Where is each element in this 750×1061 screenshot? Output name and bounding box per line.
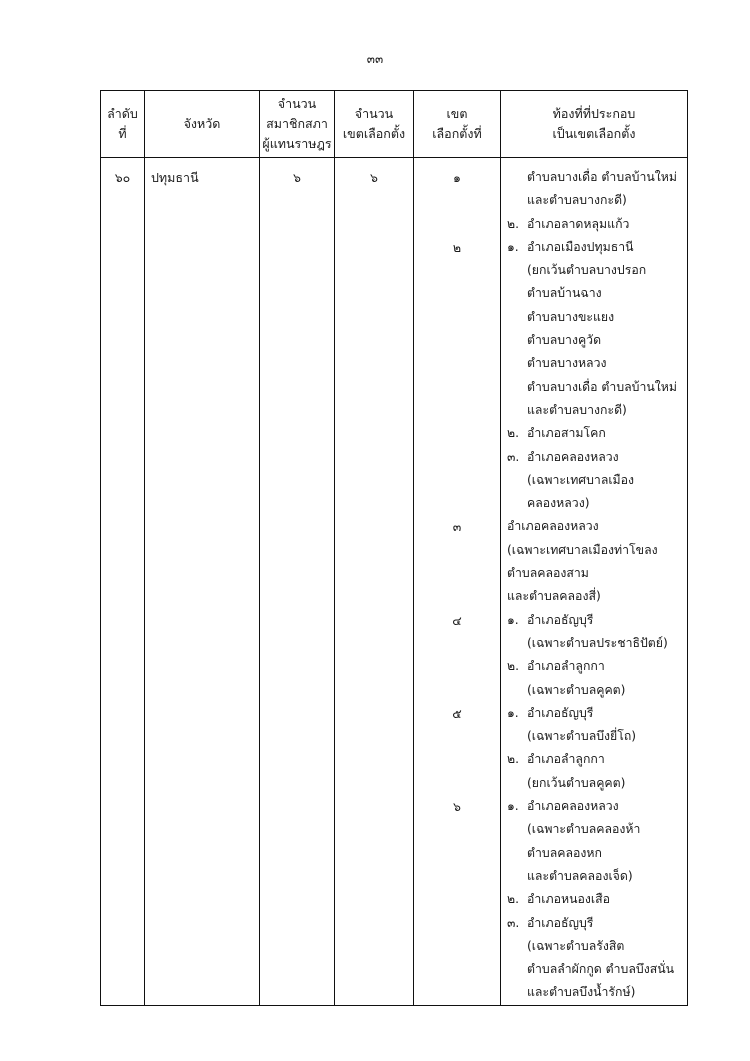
district-number: ๕ xyxy=(452,705,462,721)
locality-line xyxy=(501,213,687,236)
district-number xyxy=(414,446,500,469)
locality-line xyxy=(501,912,687,935)
district-number xyxy=(414,912,500,935)
header-province xyxy=(145,91,260,158)
locality-line xyxy=(501,842,687,865)
district-number xyxy=(414,842,500,865)
district-number xyxy=(414,213,500,236)
province-value: ปทุมธานี xyxy=(151,170,199,185)
members-value: ๖ xyxy=(293,170,301,185)
locality-text: อำเภอเมืองปทุมธานี xyxy=(527,239,634,254)
locality-line xyxy=(501,702,687,725)
header-members xyxy=(260,91,335,158)
header-label: ท้องที่ที่ประกอบ xyxy=(552,106,636,121)
locality-text: (เฉพาะตำบลคูคต) xyxy=(527,682,626,697)
district-number xyxy=(414,352,500,375)
locality-text: ตำบลบ้านฉาง xyxy=(527,286,602,301)
locality-cell xyxy=(501,158,688,1006)
locality-text: และตำบลบึงน้ำรักษ์) xyxy=(527,985,636,1000)
locality-line xyxy=(501,352,687,375)
header-label: เป็นเขตเลือกตั้ง xyxy=(552,126,636,141)
district-number: ๑ xyxy=(453,170,461,185)
locality-line xyxy=(501,515,687,538)
header-label: เลือกตั้งที่ xyxy=(432,126,482,141)
district-number xyxy=(414,189,500,212)
locality-text: และตำบลบางกะดี) xyxy=(527,193,627,208)
item-number: ๑. xyxy=(507,705,519,720)
item-number: ๓. xyxy=(507,449,520,464)
locality-text: (เฉพาะตำบลคลองห้า xyxy=(527,822,641,837)
header-locality xyxy=(501,91,688,158)
item-number: ๒. xyxy=(507,892,520,907)
district-number xyxy=(414,562,500,585)
header-label: ผู้แทนราษฎร xyxy=(262,136,332,151)
district-number xyxy=(414,748,500,771)
header-row xyxy=(101,91,688,158)
locality-line xyxy=(501,795,687,818)
locality-line xyxy=(501,958,687,981)
locality-text: คลองหลวง) xyxy=(527,496,590,511)
locality-text: อำเภอธัญบุรี xyxy=(527,705,594,720)
locality-line xyxy=(501,772,687,795)
locality-line xyxy=(501,306,687,329)
locality-line xyxy=(501,539,687,562)
locality-line xyxy=(501,609,687,632)
district-number xyxy=(414,539,500,562)
districts-count-value: ๖ xyxy=(370,170,378,185)
locality-line xyxy=(501,469,687,492)
district-number xyxy=(414,818,500,841)
locality-text: (เฉพาะตำบลประชาธิปัตย์) xyxy=(527,635,668,650)
order-value: ๖๐ xyxy=(114,170,131,185)
locality-text: ตำบลลำผักกูด ตำบลบึงสนั่น xyxy=(527,962,675,977)
district-number-cell xyxy=(414,158,501,1006)
locality-line xyxy=(501,236,687,259)
locality-text: ตำบลบางคูวัด xyxy=(527,333,602,348)
locality-line xyxy=(501,655,687,678)
locality-line xyxy=(501,259,687,282)
header-label: จังหวัด xyxy=(183,116,221,131)
district-number xyxy=(414,655,500,678)
district-number xyxy=(414,935,500,958)
item-number: ๑. xyxy=(507,239,519,254)
locality-text: อำเภอลำลูกกา xyxy=(527,659,605,674)
electoral-district-table xyxy=(100,90,688,1006)
district-number: ๓ xyxy=(452,519,462,535)
district-number xyxy=(414,399,500,422)
item-number: ๑. xyxy=(507,612,519,627)
locality-line xyxy=(501,492,687,515)
locality-line xyxy=(501,865,687,888)
item-number: ๒. xyxy=(507,216,520,231)
district-number xyxy=(414,282,500,305)
locality-line xyxy=(501,282,687,305)
district-number xyxy=(414,632,500,655)
locality-text: (เฉพาะเทศบาลเมืองท่าโขลง xyxy=(507,542,658,557)
district-number xyxy=(414,772,500,795)
locality-line xyxy=(501,189,687,212)
district-number xyxy=(414,865,500,888)
district-number xyxy=(414,585,500,608)
locality-line xyxy=(501,585,687,608)
header-order xyxy=(101,91,145,158)
locality-text: ตำบลบางเดื่อ ตำบลบ้านใหม่ xyxy=(527,170,677,184)
province-cell xyxy=(145,158,260,1006)
header-label: เขต xyxy=(446,106,468,121)
district-number xyxy=(414,422,500,445)
locality-line xyxy=(501,376,687,399)
header-label: ที่ xyxy=(118,126,127,141)
locality-text: (ยกเว้นตำบลบางปรอก xyxy=(527,263,647,278)
locality-text: ตำบลบางเดื่อ ตำบลบ้านใหม่ xyxy=(527,379,677,394)
header-label: ลำดับ xyxy=(107,106,138,121)
district-number xyxy=(414,725,500,748)
locality-text: ตำบลคลองสาม xyxy=(507,566,589,581)
item-number: ๒. xyxy=(507,752,520,767)
locality-text: (เฉพาะเทศบาลเมือง xyxy=(527,472,635,487)
locality-line xyxy=(501,725,687,748)
locality-text: (เฉพาะตำบลบึงยี่โถ) xyxy=(527,729,637,744)
locality-line xyxy=(501,818,687,841)
table-row xyxy=(101,158,688,1006)
district-number xyxy=(414,306,500,329)
item-number: ๑. xyxy=(507,799,519,814)
locality-line xyxy=(501,679,687,702)
locality-line xyxy=(501,329,687,352)
district-number xyxy=(414,679,500,702)
locality-line xyxy=(501,935,687,958)
locality-text: ตำบลคลองหก xyxy=(527,845,602,860)
order-cell xyxy=(101,158,145,1006)
districts-count-cell xyxy=(335,158,414,1006)
locality-line xyxy=(501,166,687,189)
page-number: ๓๓ xyxy=(366,52,384,66)
item-number: ๒. xyxy=(507,659,520,674)
locality-line xyxy=(501,446,687,469)
locality-line xyxy=(501,888,687,911)
locality-text: อำเภอคลองหลวง xyxy=(527,449,619,464)
locality-line xyxy=(501,399,687,422)
locality-text: อำเภอลำลูกกา xyxy=(527,752,605,767)
locality-text: ตำบลบางขะแยง xyxy=(527,309,615,324)
district-number: ๒ xyxy=(452,239,462,255)
district-number xyxy=(414,888,500,911)
header-label: สมาชิกสภา xyxy=(266,116,328,131)
district-number xyxy=(414,376,500,399)
district-number xyxy=(414,469,500,492)
district-number: ๔ xyxy=(452,612,462,628)
item-number: ๒. xyxy=(507,426,520,441)
district-number xyxy=(414,492,500,515)
district-number: ๖ xyxy=(453,799,461,815)
item-number: ๓. xyxy=(507,915,520,930)
district-number xyxy=(414,259,500,282)
header-label: จำนวน xyxy=(354,106,394,121)
locality-text: อำเภอธัญบุรี xyxy=(527,915,594,930)
locality-text: อำเภอคลองหลวง xyxy=(507,519,599,534)
locality-line xyxy=(501,422,687,445)
locality-text: อำเภอคลองหลวง xyxy=(527,799,619,814)
locality-text: อำเภอลาดหลุมแก้ว xyxy=(527,216,630,231)
header-district-number xyxy=(414,91,501,158)
locality-text: และตำบลคลองเจ็ด) xyxy=(527,868,633,883)
locality-text: (ยกเว้นตำบลคูคต) xyxy=(527,775,626,790)
header-label: เขตเลือกตั้ง xyxy=(342,126,406,141)
locality-text: (เฉพาะตำบลรังสิต xyxy=(527,938,625,953)
locality-line xyxy=(501,748,687,771)
district-number xyxy=(414,981,500,1004)
locality-text: ตำบลบางหลวง xyxy=(527,356,607,371)
header-label: จำนวน xyxy=(277,96,317,111)
district-number xyxy=(414,329,500,352)
locality-text: อำเภอสามโคก xyxy=(527,426,606,441)
locality-text: อำเภอธัญบุรี xyxy=(527,612,594,627)
header-districts-count xyxy=(335,91,414,158)
district-number xyxy=(414,958,500,981)
locality-line xyxy=(501,562,687,585)
members-cell xyxy=(260,158,335,1006)
locality-text: และตำบลคลองสี่) xyxy=(507,589,601,604)
locality-text: อำเภอหนองเสือ xyxy=(527,892,610,907)
locality-text: และตำบลบางกะดี) xyxy=(527,402,627,417)
locality-line xyxy=(501,981,687,1004)
locality-line xyxy=(501,632,687,655)
